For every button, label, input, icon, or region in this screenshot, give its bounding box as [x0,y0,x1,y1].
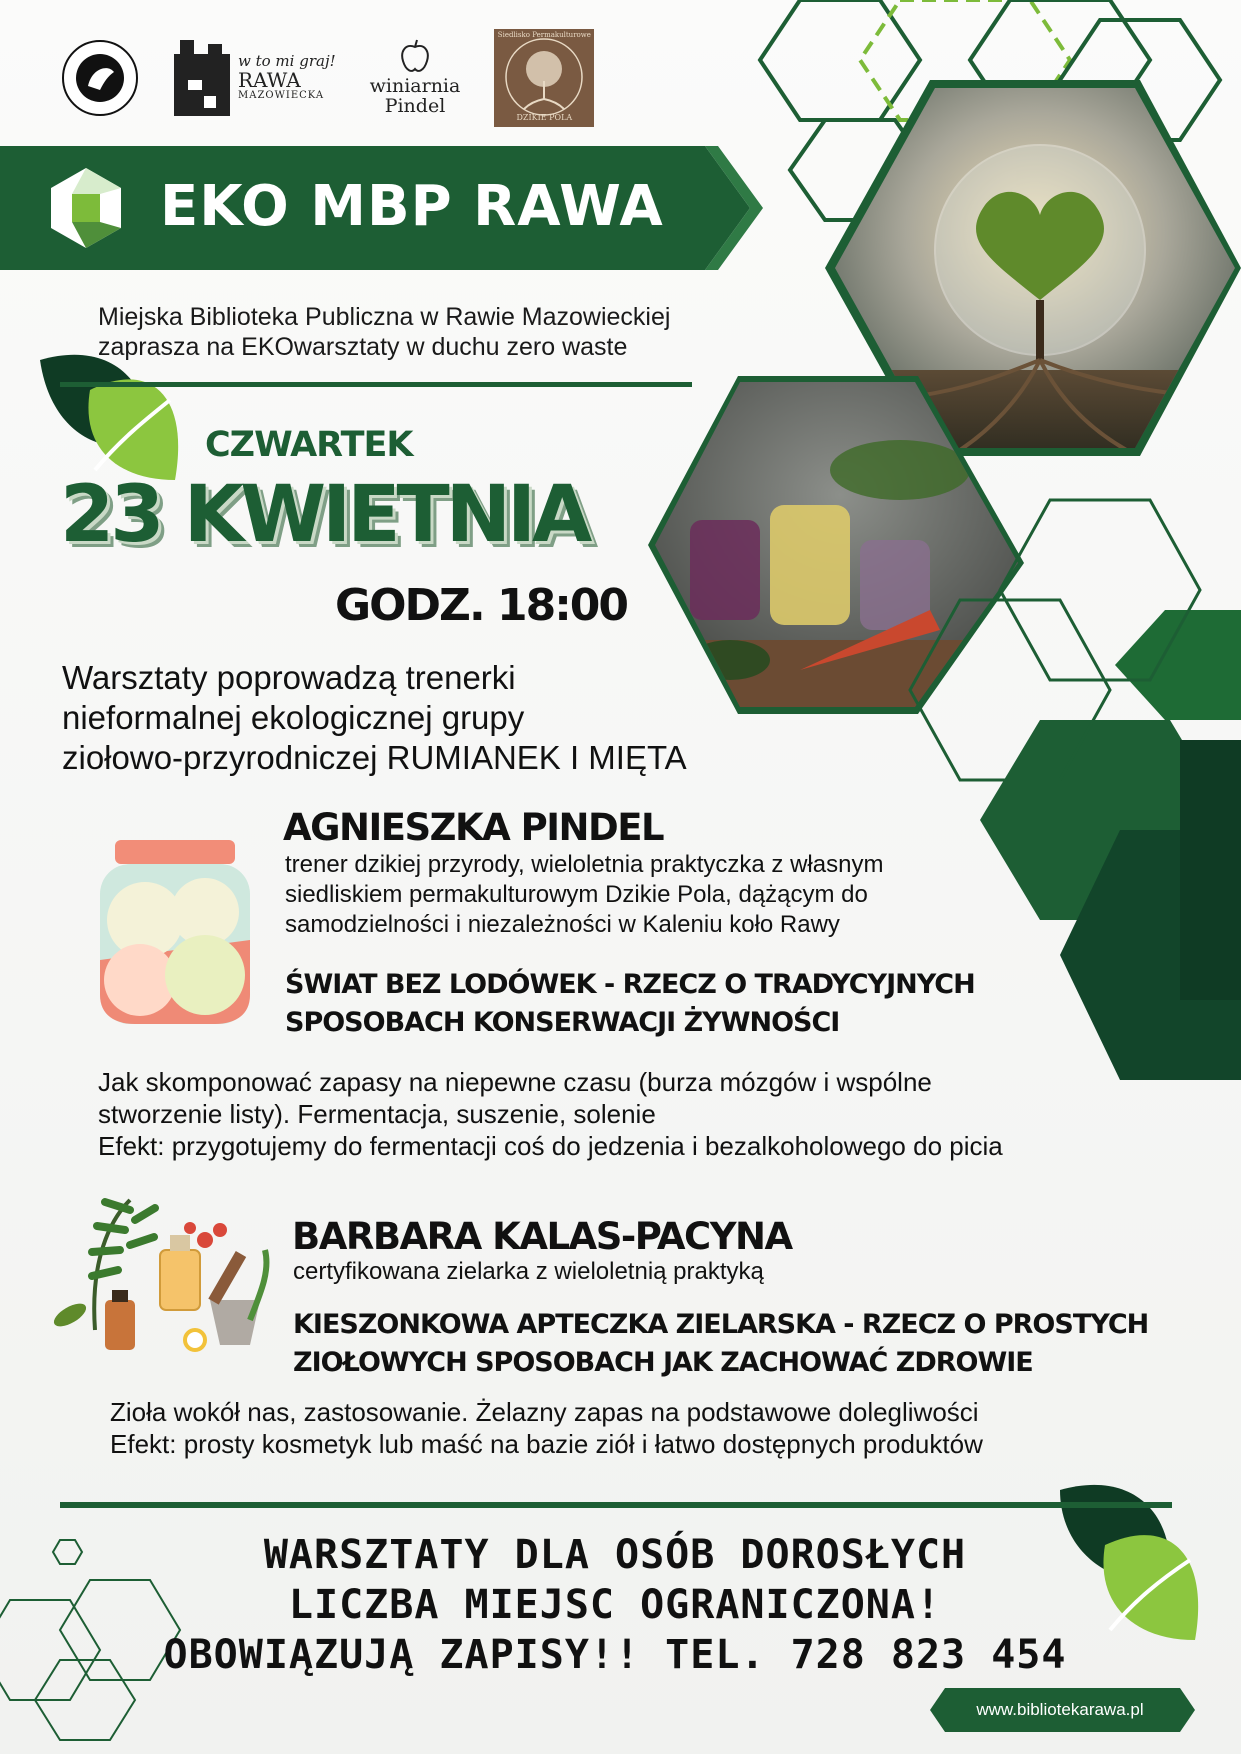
speaker-2-name: BARBARA KALAS-PACYNA [292,1215,792,1258]
divider-bottom [60,1502,1172,1508]
partner-logos [60,28,594,128]
speaker-1-body: Jak skomponować zapasy na niepewne czasu (burza mózgów i wspólne stworzenie listy). Fermentacja, suszenie, solenie Efekt: przygotujemy do fermentacji coś do jedzenia i bezalkoholowego do picia [98,1067,1003,1161]
event-date: 23 KWIETNIA [60,470,589,560]
apple-icon [400,39,430,73]
banner-title: EKO MBP RAWA [160,174,664,239]
library-seal-icon [60,38,140,118]
speaker-1-topic: ŚWIAT BEZ LODÓWEK - RZECZ O TRADYCYJNYCH SPOSOBACH KONSERWACJI ŻYWNOŚCI [285,969,975,1038]
speaker-2-topic: KIESZONKOWA APTECZKA ZIELARSKA - RZECZ O PROSTYCH ZIOŁOWYCH SPOSOBACH JAK ZACHOWAĆ ZDROWIE [293,1309,1149,1378]
speaker-1-description: trener dzikiej przyrody, wieloletnia praktyczka z własnym siedliskiem permakulturowym Dzikie Pola, dążącym do samodzielności i niezależności w Kaleniu koło Rawy [285,851,884,938]
library-logo [60,38,140,118]
workshop-intro: Warsztaty poprowadzą trenerki nieformalnej ekologicznej grupy ziołowo-przyrodniczej RUMIANEK I MIĘTA [62,659,687,776]
winiarnia-logo: winiarnia Pindel [370,39,461,117]
rawa-logo-text: w to mi graj! RAWA MAZOWIECKA [238,52,336,102]
event-time: GODZ. 18:00 [335,580,628,631]
website-url[interactable]: www.bibliotekarawa.pl [976,1700,1144,1719]
invitation-text: Miejska Biblioteka Publiczna w Rawie Mazowieckiej zaprasza na EKOwarsztaty w duchu zero waste [98,303,671,361]
event-day: CZWARTEK [205,425,413,465]
speaker-2-description: certyfikowana zielarka z wieloletnią praktyką [293,1258,764,1285]
speaker-2-body: Zioła wokół nas, zastosowanie. Żelazny zapas na podstawowe dolegliwości Efekt: prosty kosmetyk lub maść na bazie ziół i łatwo dostępnych produktów [110,1397,983,1459]
dzikie-pola-logo: Siedlisko Permakulturowe DZIKIE POLA [494,29,594,127]
title-banner [0,146,750,270]
speaker-1-name: AGNIESZKA PINDEL [283,806,664,849]
footer-notice: WARSZTATY DLA OSÓB DOROSŁYCH LICZBA MIEJSC OGRANICZONA! OBOWIĄZUJĄ ZAPISY!! TEL. 728 823 454 [163,1532,1067,1678]
website-link[interactable] [935,1688,1185,1732]
divider-top [60,382,692,387]
puzzle-castle-icon [174,40,230,116]
rawa-logo [174,40,336,116]
